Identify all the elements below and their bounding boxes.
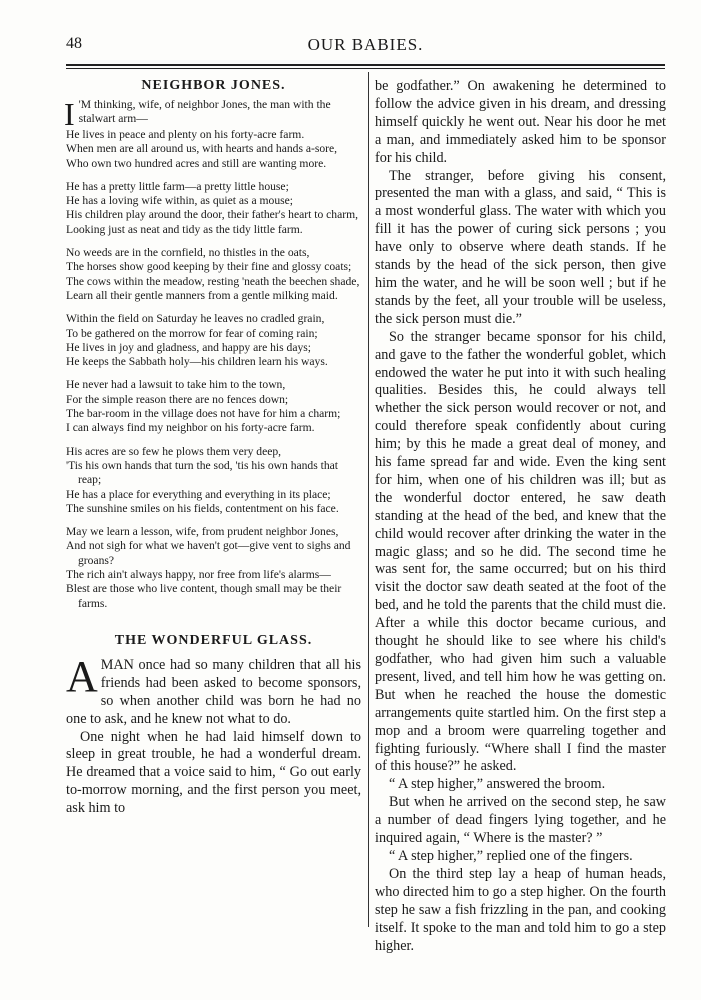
stanza — [66, 246, 361, 303]
poem-line: The cows within the meadow, resting 'neath the beechen shade, — [66, 274, 360, 288]
poem-line: Within the field on Saturday he leaves no cradled grain, — [66, 312, 325, 326]
poem-line: 'Tis his own hands that turn the sod, 'tis his own hands that reap; — [66, 458, 339, 487]
story-paragraph: “ A step higher,” replied one of the fingers. — [389, 847, 633, 864]
poem-line: The bar-room in the village does not have for him a charm; — [66, 407, 341, 421]
poem-line: He keeps the Sabbath holy—his children learn his ways. — [66, 355, 328, 369]
page-header — [66, 33, 665, 57]
poem-line: Blest are those who live content, though small may be their farms. — [66, 582, 342, 610]
running-title: OUR BABIES. — [307, 35, 424, 54]
poem-line: Learn all their gentle manners from a gentle milking maid. — [66, 288, 338, 302]
poem-title: NEIGHBOR JONES. — [141, 78, 286, 93]
poem-line: Looking just as neat and tidy as the tidy little farm. — [66, 222, 303, 236]
poem-line: He has a place for everything and everything in its place; — [66, 487, 331, 501]
poem-line: Who own two hundred acres and still are wanting more. — [66, 156, 327, 170]
stanza — [66, 378, 361, 435]
header-rule-thin — [66, 68, 665, 69]
poem-line: May we learn a lesson, wife, from prudent neighbor Jones, — [66, 525, 339, 539]
stanza — [66, 445, 361, 516]
story-drop-cap: A — [66, 651, 98, 701]
poem-line: He lives in joy and gladness, and happy are his days; — [66, 340, 312, 354]
poem-line-text: 'M thinking, wife, of neighbor Jones, the man with the stalwart arm— — [78, 98, 331, 126]
poem-line: He never had a lawsuit to take him to the town, — [66, 378, 286, 392]
poem-line: I can always find my neighbor on his forty-acre farm. — [66, 421, 315, 435]
story-paragraph — [66, 651, 361, 729]
story-paragraph: On the third step lay a heap of human heads, who directed him to go a step higher. On the fourth step he saw a fish frizzling in the pan, and cooking itself. It spoke to the man and told him to go a step higher. — [375, 865, 666, 954]
stanza — [66, 312, 361, 369]
poem-line: When men are all around us, with hearts and hands a-sore, — [66, 142, 338, 156]
story-paragraph: So the stranger became sponsor for his child, and gave to the father the wonderful goblet, which endowed the water he put into it with such healing qualities. Besides this, he could always tell whether the sick person would recover or not, and could therefore speak confidently about curing him; by this he made a great deal of money, and his fame spread far and wide. Even the king sent for him, when one of his children was ill; but as the wonderful doctor entered, he saw death standing at the head of the bed, and knew that the child would recover after drinking the water in the magic glass; and so he did. The second time he was sent for, the same occurred; but on his third visit the doctor saw death seated at the foot of the bed, and he told the parents that the child must die. After a while this doctor became curious, and thought he should like to see where his child's godfather, who had given him such a valuable present, lived, and tell him how he was getting on. But when he reached the house the domestic arrangements quite startled him. On the first step a mop and a broom were quarreling together and fighting furiously. “Where shall I find the master of this house?” he asked. — [375, 328, 666, 775]
poem-body — [66, 98, 361, 611]
poem-line: No weeds are in the cornfield, no thistles in the oats, — [66, 246, 310, 260]
page-number: 48 — [66, 35, 82, 52]
story-paragraph: be godfather.” On awakening he determined to follow the advice given in his dream, and dressing himself quickly he went out. Near his door he met a man, and immediately asked him to be sponsor for his child. — [375, 78, 666, 166]
poem-line: He has a pretty little farm—a pretty little house; — [66, 179, 289, 193]
story-paragraph: One night when he had laid himself down to sleep in great trouble, he had a wonderful dream. He dreamed that a voice said to him, “ Go out early to-morrow morning, and the first person you meet, ask him to — [66, 728, 361, 817]
column-divider — [368, 72, 369, 927]
poem-line: He has a loving wife within, as quiet as a mouse; — [66, 194, 293, 208]
story-paragraph: “ A step higher,” answered the broom. — [389, 776, 606, 793]
poem-line: To be gathered on the morrow for fear of coming rain; — [66, 326, 318, 340]
header-rule — [66, 64, 665, 66]
poem-drop-cap: I — [64, 96, 75, 132]
story-paragraph: But when he arrived on the second step, he saw a number of dead fingers lying together, and he inquired again, “ Where is the master? ” — [375, 794, 666, 847]
stanza — [66, 525, 361, 611]
poem-line: The sunshine smiles on his fields, contentment on his face. — [66, 501, 339, 515]
story-title: THE WONDERFUL GLASS. — [114, 632, 313, 648]
poem-line: The rich ain't always happy, nor free from life's alarms— — [66, 568, 331, 582]
left-column — [66, 78, 361, 818]
story-body-right — [375, 78, 666, 955]
poem-line: And not sigh for what we haven't got—give vent to sighs and groans? — [66, 539, 351, 567]
poem-line — [64, 96, 361, 132]
story-body-left — [66, 651, 361, 818]
poem-line: The horses show good keeping by their fine and glossy coats; — [66, 260, 352, 274]
stanza — [66, 180, 361, 237]
poem-line: His acres are so few he plows them very deep, — [66, 444, 282, 458]
stanza — [66, 98, 361, 171]
poem-line: He lives in peace and plenty on his forty-acre farm. — [66, 128, 305, 141]
poem-line: His children play around the door, their father's heart to charm, — [66, 208, 359, 222]
story-paragraph: The stranger, before giving his consent, presented the man with a glass, and said, “ This is a most wonderful glass. The water with which you fill it has the power of curing sick persons ; you have only to observe where death stands. If he stands by the head of the sick person, then give him the water, and he will be soon well ; but if he stands by the feet, all your trouble will be useless, the sick person must die.” — [375, 167, 666, 327]
poem-line: For the simple reason there are no fences down; — [66, 392, 289, 406]
right-column — [375, 78, 666, 955]
story-paragraph-text: MAN once had so many children that all his friends had been asked to become sponsors, so when another child was born he had no one to ask, and he knew not what to do. — [66, 656, 361, 727]
